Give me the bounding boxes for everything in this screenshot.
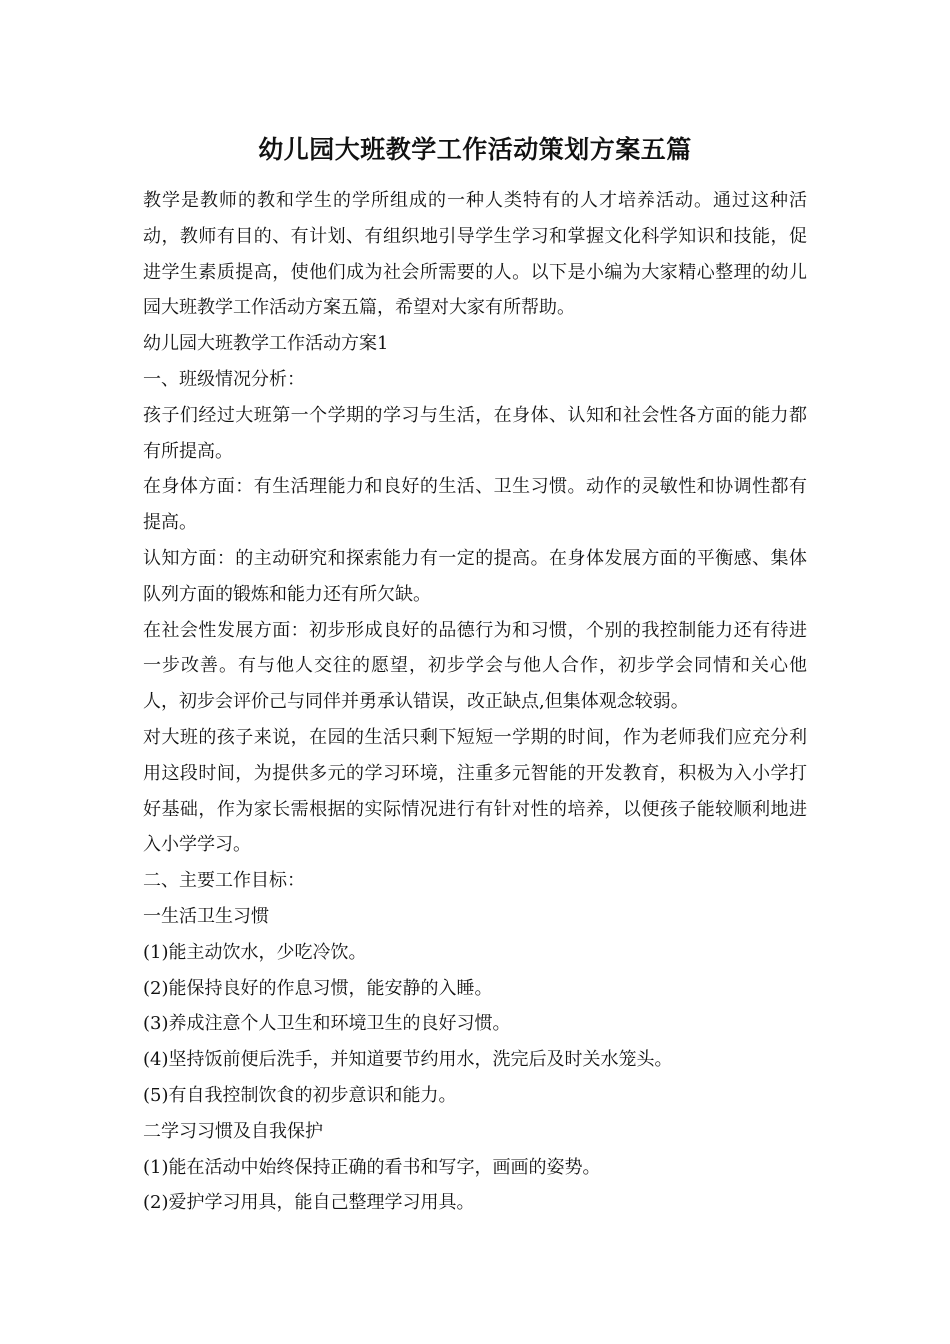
list-item: (4)坚持饭前便后洗手，并知道要节约用水，洗完后及时关水笼头。 bbox=[143, 1049, 673, 1071]
paragraph-cognitive: 认知方面：的主动研究和探索能力有一定的提高。在身体发展方面的平衡感、集体队列方面的锻炼和能力还有所欠缺。 bbox=[143, 547, 807, 605]
paragraph-plan-1-heading: 幼儿园大班教学工作活动方案1 bbox=[143, 333, 389, 355]
list-item: (2)爱护学习用具，能自己整理学习用具。 bbox=[143, 1192, 475, 1214]
document-title: 幼儿园大班教学工作活动策划方案五篇 bbox=[258, 135, 692, 164]
paragraph-subheading-study: 二学习习惯及自我保护 bbox=[143, 1120, 323, 1142]
list-item: (5)有自我控制饮食的初步意识和能力。 bbox=[143, 1084, 457, 1106]
document-body bbox=[143, 183, 807, 1221]
list-item: (1)能主动饮水，少吃冷饮。 bbox=[143, 941, 367, 963]
paragraph-social: 在社会性发展方面：初步形成良好的品德行为和习惯，个别的我控制能力还有待进一步改善。有与他人交往的愿望，初步学会与他人合作，初步学会同情和关心他人，初步会评价己与同伴并勇承认错误，改正缺点,但集体观念较弱。 bbox=[143, 619, 807, 713]
paragraph-section-2-heading: 二、主要工作目标： bbox=[143, 870, 305, 892]
paragraph-intro: 教学是教师的教和学生的学所组成的一种人类特有的人才培养活动。通过这种活动，教师有目的、有计划、有组织地引导学生学习和掌握文化科学知识和技能，促进学生素质提高，使他们成为社会所需要的人。以下是小编为大家精心整理的幼儿园大班教学工作活动方案五篇，希望对大家有所帮助。 bbox=[143, 190, 807, 319]
paragraph-section-1-heading: 一、班级情况分析： bbox=[143, 368, 305, 390]
list-item: (3)养成注意个人卫生和环境卫生的良好习惯。 bbox=[143, 1013, 511, 1035]
paragraph-subheading-hygiene: 一生活卫生习惯 bbox=[143, 905, 269, 927]
paragraph-physical: 在身体方面：有生活理能力和良好的生活、卫生习惯。动作的灵敏性和协调性都有提高。 bbox=[143, 476, 807, 534]
paragraph-overview: 孩子们经过大班第一个学期的学习与生活，在身体、认知和社会性各方面的能力都有所提高。 bbox=[143, 404, 807, 462]
list-item: (1)能在活动中始终保持正确的看书和写字，画画的姿势。 bbox=[143, 1156, 601, 1178]
list-item: (2)能保持良好的作息习惯，能安静的入睡。 bbox=[143, 977, 493, 999]
paragraph-final-term: 对大班的孩子来说，在园的生活只剩下短短一学期的时间，作为老师我们应充分利用这段时间，为提供多元的学习环境，注重多元智能的开发教育，积极为入小学打好基础，作为家长需根据的实际情况进行有针对性的培养，以便孩子能较顺利地进入小学学习。 bbox=[143, 726, 807, 856]
